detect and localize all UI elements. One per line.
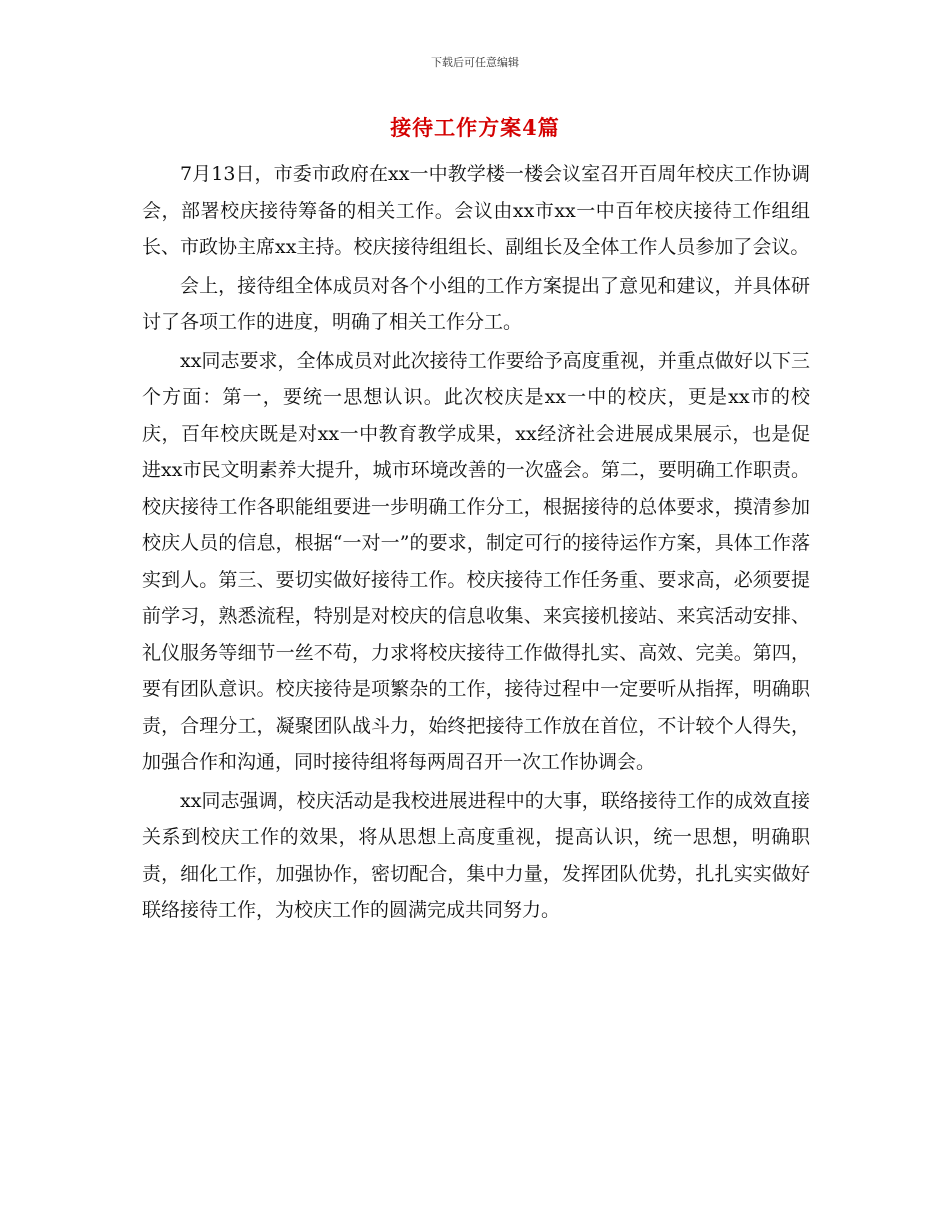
document-title: 接待工作方案4篇 (390, 115, 560, 140)
document-body (142, 156, 810, 931)
paragraph: 会上，接待组全体成员对各个小组的工作方案提出了意见和建议，并具体研讨了各项工作的进度，明确了相关工作分工。 (142, 274, 810, 333)
paragraph: 7月13日，市委市政府在xx一中教学楼一楼会议室召开百周年校庆工作协调会，部署校庆接待筹备的相关工作。会议由xx市xx一中百年校庆接待工作组组长、市政协主席xx主持。校庆接待组组长、副组长及全体工作人员参加了会议。 (142, 163, 810, 258)
header-note: 下载后可任意编辑 (431, 56, 519, 69)
paragraph: xx同志要求，全体成员对此次接待工作要给予高度重视，并重点做好以下三个方面：第一，要统一思想认识。此次校庆是xx一中的校庆，更是xx市的校庆，百年校庆既是对xx一中教育教学成果，xx经济社会进展成果展示，也是促进xx市民文明素养大提升，城市环境改善的一次盛会。第二，要明确工作职责。校庆接待工作各职能组要进一步明确工作分工，根据接待的总体要求，摸清参加校庆人员的信息，根据“一对一”的要求，制定可行的接待运作方案，具体工作落实到人。第三、要切实做好接待工作。校庆接待工作任务重、要求高，必须要提前学习，熟悉流程，特别是对校庆的信息收集、来宾接机接站、来宾活动安排、礼仪服务等细节一丝不苟，力求将校庆接待工作做得扎实、高效、完美。第四，要有团队意识。校庆接待是项繁杂的工作，接待过程中一定要听从指挥，明确职责，合理分工，凝聚团队战斗力，始终把接待工作放在首位，不计较个人得失，加强合作和沟通，同时接待组将每两周召开一次工作协调会。 (142, 349, 810, 773)
paragraph: xx同志强调，校庆活动是我校进展进程中的大事，联络接待工作的成效直接关系到校庆工作的效果，将从思想上高度重视，提高认识，统一思想，明确职责，细化工作，加强协作，密切配合，集中力量，发挥团队优势，扎扎实实做好联络接待工作，为校庆工作的圆满完成共同努力。 (142, 789, 810, 921)
